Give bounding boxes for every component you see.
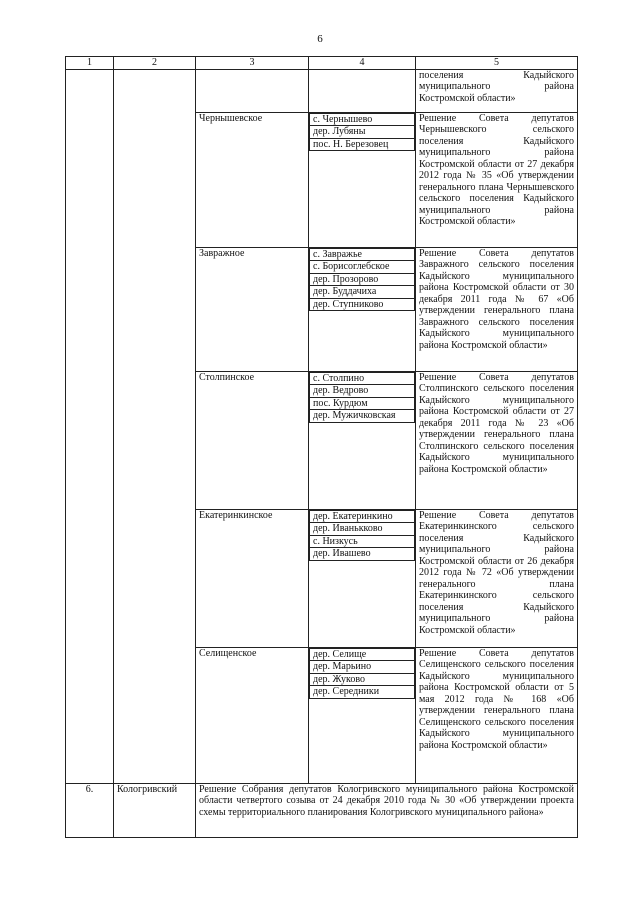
- list-item: с. Чернышево: [309, 113, 415, 127]
- list-item: с. Низкусь: [309, 535, 415, 549]
- list-item: дер. Ведрово: [309, 384, 415, 398]
- list-item: с. Столпино: [309, 372, 415, 386]
- decision-text: Решение Совета депутатов Екатеринкинского сельского поселения Кадыйского муниципального района Костромской области от 26 декабря 2012 года № 72 «Об утверждении генерального плана Екатеринкинского сельского поселения Кадыйского муниципального района Костромской области»: [416, 509, 578, 647]
- row-number: 6.: [66, 783, 114, 837]
- col1-blank: [66, 69, 114, 783]
- list-item: дер. Мужичковская: [309, 409, 415, 423]
- list-item: дер. Ивашево: [309, 547, 415, 561]
- settlement-name: Екатеринкинское: [196, 509, 309, 647]
- settlement-list: [309, 112, 416, 247]
- decision-text: Решение Совета депутатов Селищенского сельского поселения Кадыйского муниципального района Костромской области от 5 мая 2012 года № 168 «Об утверждении генерального плана Селищенского сельского поселения Кадыйского муниципального района Костромской области»: [416, 647, 578, 783]
- list-item: дер. Селище: [309, 648, 415, 662]
- settlement-list: [309, 371, 416, 509]
- header-col-5: 5: [416, 57, 578, 70]
- decision-text: Решение Совета депутатов Столпинского сельского поселения Кадыйского муниципального района Костромской области от 27 декабря 2011 года № 23 «Об утверждении генерального плана Столпинского сельского поселения Кадыйского муниципального района Костромской области»: [416, 371, 578, 509]
- table-row: [66, 69, 578, 112]
- list-item: дер. Середники: [309, 685, 415, 699]
- page-number: 6: [317, 33, 323, 45]
- list-item: дер. Лубяны: [309, 125, 415, 139]
- list-item: с. Завражье: [309, 248, 415, 262]
- continuation-decision: поселения Кадыйского муниципального района Костромской области»: [416, 69, 578, 112]
- list-item: пос. Курдюм: [309, 397, 415, 411]
- settlement-name: Чернышевское: [196, 112, 309, 247]
- list-item: дер. Прозорово: [309, 273, 415, 287]
- list-item: дер. Марьино: [309, 660, 415, 674]
- settlement-list: [309, 509, 416, 647]
- header-col-4: 4: [309, 57, 416, 70]
- settlement-name: Селищенское: [196, 647, 309, 783]
- header-col-3: 3: [196, 57, 309, 70]
- decision-text: Решение Совета депутатов Завражного сельского поселения Кадыйского муниципального района Костромской области от 30 декабря 2011 года № 67 «Об утверждении генерального плана Завражного сельского поселения Кадыйского муниципального района Костромской области»: [416, 247, 578, 371]
- list-item: дер. Иванькково: [309, 522, 415, 536]
- header-col-2: 2: [114, 57, 196, 70]
- list-item: дер. Буддачиха: [309, 285, 415, 299]
- table-header-row: [66, 57, 578, 70]
- list-item: с. Борисоглебское: [309, 260, 415, 274]
- list-item: дер. Екатеринкино: [309, 510, 415, 524]
- continuation-col4: [309, 69, 416, 112]
- list-item: пос. Н. Березовец: [309, 138, 415, 152]
- settlement-name: Столпинское: [196, 371, 309, 509]
- district-name: Кологривский: [114, 783, 196, 837]
- list-item: дер. Жуково: [309, 673, 415, 687]
- decision-text: Решение Совета депутатов Чернышевского сельского поселения Кадыйского муниципального района Костромской области от 27 декабря 2012 года № 35 «Об утверждении генерального плана Чернышевского сельского поселения Кадыйского муниципального района Костромской области»: [416, 112, 578, 247]
- col2-blank: [114, 69, 196, 783]
- planning-documents-table: [65, 56, 578, 838]
- decision-text: Решение Собрания депутатов Кологривского муниципального района Костромской области четвертого созыва от 24 декабря 2010 года № 30 «Об утверждении проекта схемы территориального планирования Кологривского муниципального района»: [196, 783, 578, 837]
- list-item: дер. Ступниково: [309, 298, 415, 312]
- table-row: [66, 783, 578, 837]
- settlement-name: Завражное: [196, 247, 309, 371]
- header-col-1: 1: [66, 57, 114, 70]
- continuation-col3: [196, 69, 309, 112]
- settlement-list: [309, 247, 416, 371]
- settlement-list: [309, 647, 416, 783]
